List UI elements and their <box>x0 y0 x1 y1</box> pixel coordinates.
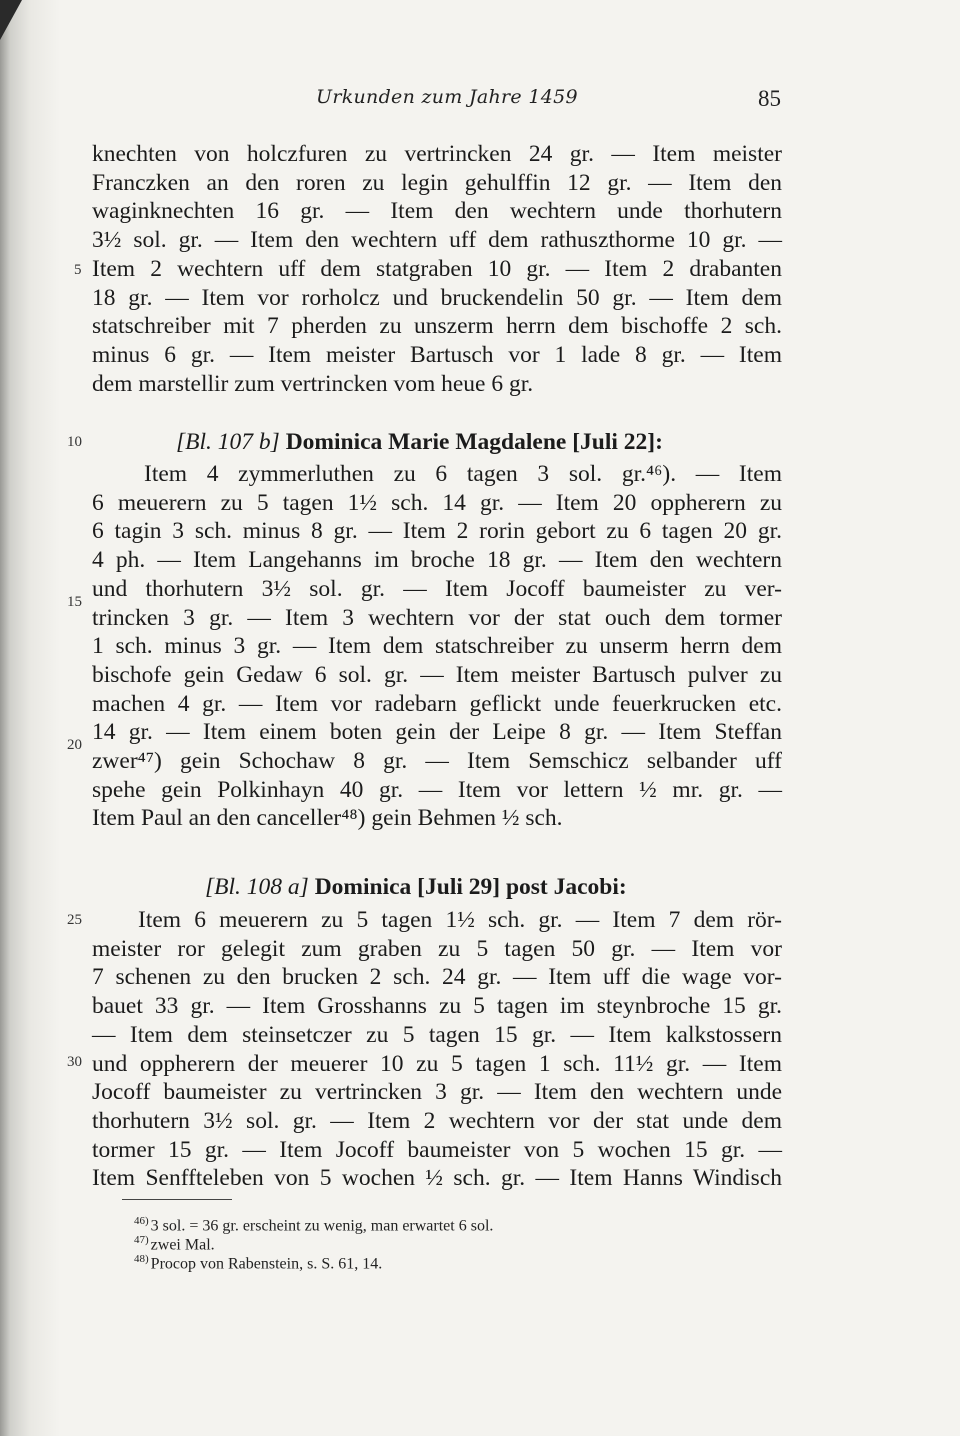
footnote-number: 48) <box>134 1253 149 1265</box>
text-line: minus 6 gr. — Item meister Bartusch vor 1 lade 8 gr. — Item <box>92 341 782 368</box>
text-line: knechten von holczfuren zu vertrincken 24 gr. — Item meister <box>92 141 782 167</box>
heading-text: Dominica [Juli 29] post Jacobi: <box>314 874 627 900</box>
text-line: 14 gr. — Item einem boten gein der Leipe 8 gr. — Item Steffan <box>92 719 782 746</box>
text-line: Item 6 meuerern zu 5 tagen 1½ sch. gr. — Item 7 dem rör- <box>138 907 782 933</box>
text-line: zwer⁴⁷) gein Schochaw 8 gr. — Item Semschicz selbander uff <box>92 748 782 774</box>
section-heading-juli-22 <box>176 428 663 457</box>
page-edge-shadow <box>0 0 60 1436</box>
text-line: 6 tagin 3 sch. minus 8 gr. — Item 2 rorin gebort zu 6 tagen 20 gr. <box>92 518 782 545</box>
footnote-48 <box>134 1250 382 1273</box>
text-line: bauet 33 gr. — Item Grosshanns zu 5 tagen im steynbroche 15 gr. <box>92 993 782 1020</box>
heading-text: Dominica Marie Magdalene [Juli 22]: <box>285 429 663 455</box>
folio-reference: [Bl. 108 a] <box>205 874 309 900</box>
footnote-number: 46) <box>134 1215 149 1227</box>
text-line: spehe gein Polkinhayn 40 gr. — Item vor lettern ½ mr. gr. — <box>92 776 782 803</box>
text-line: Item 4 zymmerluthen zu 6 tagen 3 sol. gr.⁴⁶). — Item <box>144 461 782 487</box>
text-line: machen 4 gr. — Item vor radebarn geflickt unde feuerkrucken etc. <box>92 690 782 717</box>
footnote-text: 3 sol. = 36 gr. erscheint zu wenig, man erwartet 6 sol. <box>150 1217 494 1235</box>
text-line: — Item dem steinsetczer zu 5 tagen 15 gr. — Item kalkstossern <box>92 1021 782 1048</box>
text-line: und thorhutern 3½ sol. gr. — Item Jocoff baumeister zu ver- <box>92 575 782 602</box>
footnote-number: 47) <box>134 1234 149 1246</box>
text-line: waginknechten 16 gr. — Item den wechtern unde thorhutern <box>92 198 782 225</box>
text-line: bischofe gein Gedaw 6 sol. gr. — Item meister Bartusch pulver zu <box>92 661 782 688</box>
text-line: statschreiber mit 7 pherden zu unszerm herrn dem bischoffe 2 sch. <box>92 313 782 340</box>
line-marker-20: 20 <box>67 737 82 753</box>
text-line: tormer 15 gr. — Item Jocoff baumeister von 5 wochen 15 gr. — <box>92 1136 782 1163</box>
line-marker-25: 25 <box>67 912 82 928</box>
page-number: 85 <box>758 86 781 111</box>
text-line: 7 schenen zu den brucken 2 sch. 24 gr. — Item uff die wage vor- <box>92 964 782 991</box>
text-line: meister ror gelegit zum graben zu 5 tagen 50 gr. — Item vor <box>92 935 782 962</box>
line-marker-30: 30 <box>67 1054 82 1070</box>
text-line: Item Senffteleben von 5 wochen ½ sch. gr. — Item Hanns Windisch <box>92 1165 782 1192</box>
text-line: thorhutern 3½ sol. gr. — Item 2 wechtern vor der stat unde dem <box>92 1107 782 1134</box>
text-line: 3½ sol. gr. — Item den wechtern uff dem rathuszthorme 10 gr. — <box>92 227 782 254</box>
text-line: trincken 3 gr. — Item 3 wechtern vor der stat ouch dem tormer <box>92 604 782 631</box>
line-marker-5: 5 <box>74 262 82 278</box>
running-title: Urkunden zum Jahre 1459 <box>316 86 578 108</box>
text-line: Jocoff baumeister zu vertrincken 3 gr. — Item den wechtern unde <box>92 1079 782 1106</box>
section-heading-juli-29 <box>205 873 627 902</box>
folio-reference: [Bl. 107 b] <box>176 429 280 455</box>
text-line: 4 ph. — Item Langehanns im broche 18 gr. — Item den wechtern <box>92 547 782 574</box>
text-line: Item 2 wechtern uff dem statgraben 10 gr. — Item 2 drabanten <box>92 255 782 282</box>
text-line: Item Paul an den canceller⁴⁸) gein Behmen ½ sch. <box>92 805 563 832</box>
text-line: 18 gr. — Item vor rorholcz und bruckendelin 50 gr. — Item dem <box>92 284 782 311</box>
footnote-text: zwei Mal. <box>150 1236 215 1254</box>
text-line: und oppherern der meuerer 10 zu 5 tagen 1 sch. 11½ gr. — Item <box>92 1050 782 1077</box>
text-line: 6 meuerern zu 5 tagen 1½ sch. 14 gr. — Item 20 oppherern zu <box>92 489 782 516</box>
scan-corner-mark <box>0 0 22 40</box>
text-line: 1 sch. minus 3 gr. — Item dem statschreiber zu unserm herrn dem <box>92 633 782 660</box>
text-line: Franczken an den roren zu legin gehulffin 12 gr. — Item den <box>92 169 782 196</box>
footnote-text: Procop von Rabenstein, s. S. 61, 14. <box>150 1255 383 1273</box>
line-marker-15: 15 <box>67 594 82 610</box>
footnote-rule <box>122 1199 232 1200</box>
text-line: dem marstellir zum vertrincken vom heue 6 gr. <box>92 370 534 397</box>
line-marker-10: 10 <box>67 434 82 450</box>
